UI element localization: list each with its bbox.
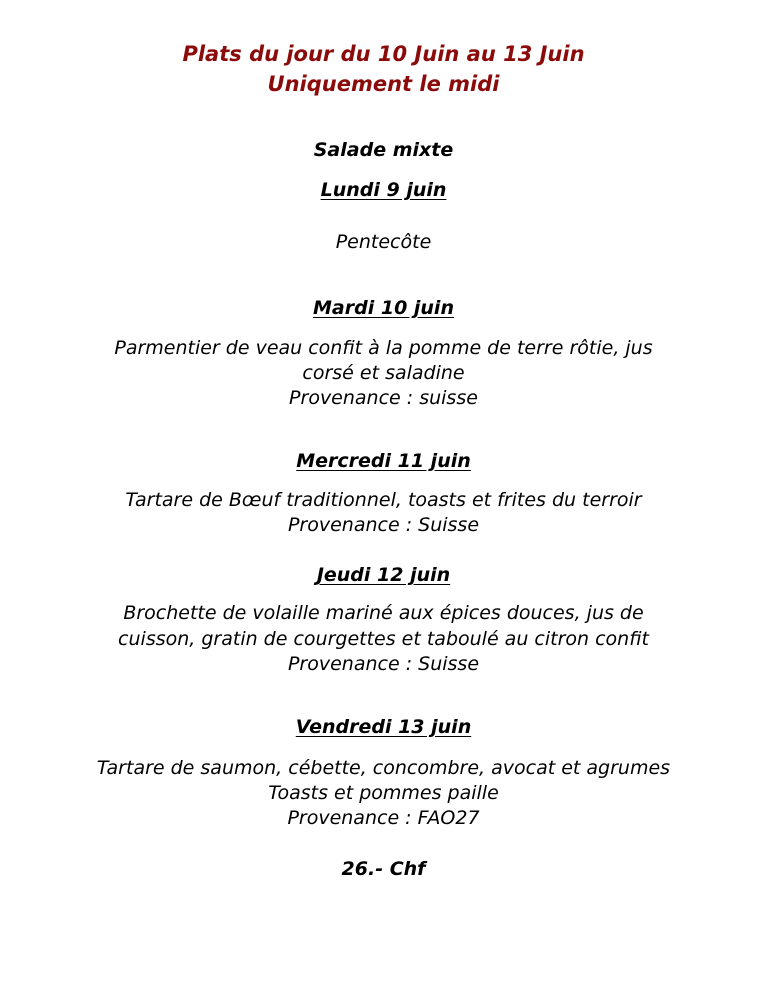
dish-line-jeudi-1: Brochette de volaille mariné aux épices douces, jus de [123,602,644,624]
dish-line-vendredi-1: Tartare de saumon, cébette, concombre, avocat et agrumes [96,757,671,779]
day-heading-mardi: Mardi 10 juin [313,297,454,319]
dish-line-jeudi-2: cuisson, gratin de courgettes et taboulé au citron confit [118,628,649,650]
dish-line-vendredi-2: Toasts et pommes paille [268,782,499,804]
menu-title-dates: Plats du jour du 10 Juin au 13 Juin [182,42,585,66]
starter-heading: Salade mixte [313,139,454,161]
dish-line-vendredi-3: Provenance : FAO27 [287,807,480,829]
dish-line-lundi-1: Pentecôte [335,231,432,253]
day-heading-lundi: Lundi 9 juin [320,179,447,201]
dish-line-mardi-1: Parmentier de veau confit à la pomme de terre rôtie, jus [114,337,653,359]
dish-line-mardi-3: Provenance : suisse [289,387,478,409]
day-heading-mercredi: Mercredi 11 juin [296,450,471,472]
dish-line-mercredi-2: Provenance : Suisse [287,514,480,536]
day-heading-jeudi: Jeudi 12 juin [316,564,451,586]
dish-line-mercredi-1: Tartare de Bœuf traditionnel, toasts et frites du terroir [125,489,642,511]
day-heading-vendredi: Vendredi 13 juin [295,716,472,738]
menu-title-lunch-only: Uniquement le midi [267,72,500,96]
dish-line-jeudi-3: Provenance : Suisse [287,653,480,675]
menu-price: 26.- Chf [341,858,426,880]
dish-line-mardi-2: corsé et saladine [302,362,465,384]
